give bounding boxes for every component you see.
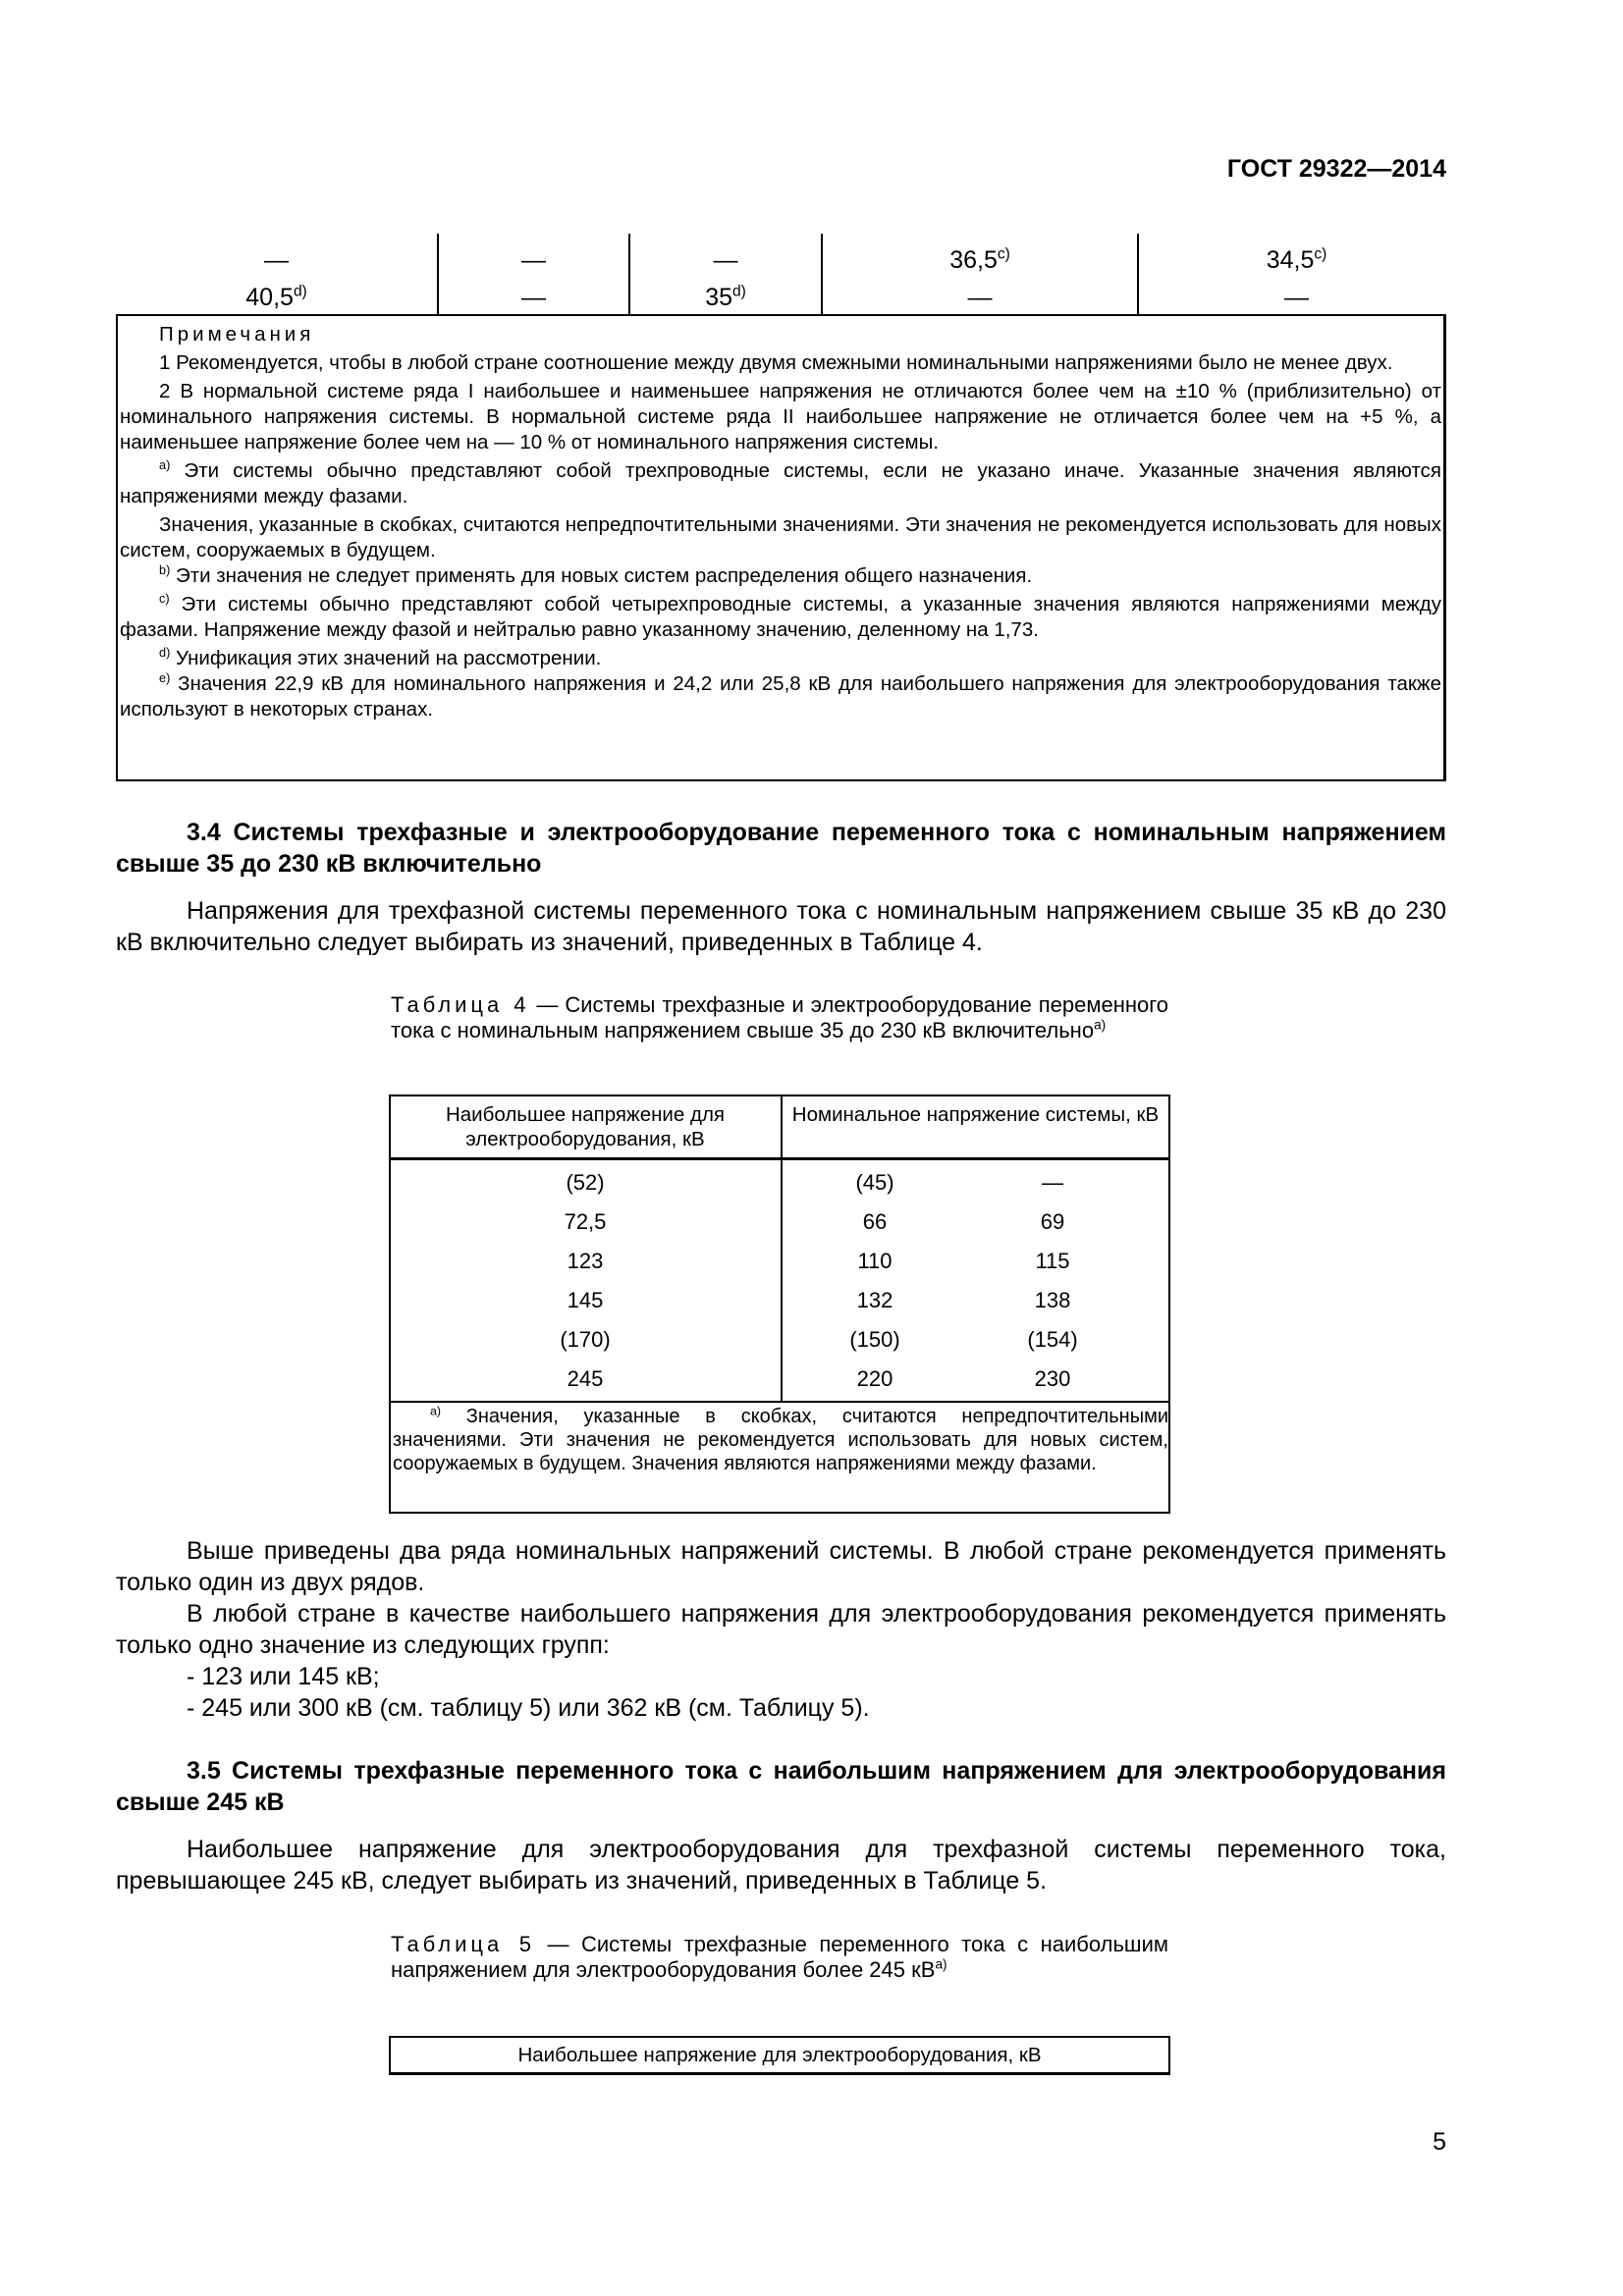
table-cell: 36,5$^{c)}$ bbox=[822, 234, 1138, 279]
table-cell: 35$^{d)}$ bbox=[629, 279, 822, 316]
list-item: - 245 или 300 кВ (см. таблицу 5) или 362 кВ (см. Таблицу 5). bbox=[187, 1694, 870, 1722]
list-item: - 123 или 145 кВ; bbox=[187, 1663, 380, 1690]
after-table-4-text bbox=[116, 1535, 1446, 1724]
table-cell: — bbox=[822, 279, 1138, 316]
table-row: 72,5 66 69 bbox=[564, 1209, 1065, 1234]
table-4-caption: Таблица 4 — Системы трехфазные и электрооборудование переменного тока с номинальным напряжением свыше 35 до 230 кВ включительно$^{a)}$ bbox=[391, 992, 1168, 1042]
section-3-5-paragraph: Наибольшее напряжение для электрооборудования для трехфазной системы переменного тока, превышающее 245 кВ, следует выбирать из значений, приведенных в Таблице 5. bbox=[116, 1836, 1446, 1895]
table-4 bbox=[389, 1095, 1170, 1514]
table-row bbox=[116, 234, 1454, 279]
header-max-voltage: Наибольшее напряжение для электрооборудования, кВ bbox=[445, 1103, 726, 1150]
table-cell: — bbox=[629, 234, 822, 279]
table-5-caption: Таблица 5 — Системы трехфазные переменного тока с наибольшим напряжением для электрооборудования более 245 $кВ^{a)}$ bbox=[391, 1932, 1168, 1982]
table-cell: — bbox=[264, 245, 289, 274]
table-row: 245 220 230 bbox=[567, 1366, 1071, 1391]
footnote-b: $^{b)}$ Эти значения не следует применять для новых систем распределения общего назначения. bbox=[159, 562, 1033, 587]
voltage-table-continuation bbox=[116, 234, 1454, 316]
page-number: 5 bbox=[1433, 2128, 1446, 2156]
footnote-c: $^{c)}$ Эти системы обычно представляют собой четырехпроводные системы, а указанные значения являются напряжениями между фазами. Напряжение между фазой и нейтралью равно указанному значению, деленному на 1,73. bbox=[120, 591, 1441, 641]
table-row: (52) (45) — bbox=[566, 1170, 1063, 1195]
table-cell: — bbox=[438, 279, 629, 316]
document-id: ГОСТ 29322—2014 bbox=[1226, 155, 1446, 183]
table-4-body bbox=[391, 1160, 1168, 1403]
section-3-4-heading: 3.4 Системы трехфазные и электрооборудование переменного тока с номинальным напряжением свыше 35 до 230 кВ включительно bbox=[116, 819, 1446, 878]
table-cell: — bbox=[1138, 279, 1454, 316]
footnote-d: $^{d)}$ Унификация этих значений на рассмотрении. bbox=[159, 645, 602, 669]
notes-title: Примечания bbox=[159, 323, 315, 346]
section-3-4-paragraph: Напряжения для трехфазной системы переменного тока с номинальным напряжением свыше 35 кВ до 230 кВ включительно следует выбирать из значений, приведенных в Таблице 4. bbox=[116, 897, 1446, 956]
table-4-footnote: $^{a)}$ Значения, указанные в скобках, считаются непредпочтительными значениями. Эти значения не рекомендуется использовать для новых систем, сооружаемых в будущем. Значения являются напряжениями между фазами. bbox=[393, 1404, 1168, 1474]
table-row: 123 110 115 bbox=[567, 1249, 1070, 1273]
note-1: 1 Рекомендуется, чтобы в любой стране соотношение между двумя смежными номинальными напряжениями было не менее двух. bbox=[159, 351, 1393, 374]
section-3-5-heading: 3.5 Системы трехфазные переменного тока с наибольшим напряжением для электрооборудования свыше 245 кВ bbox=[116, 1757, 1446, 1816]
footnote-brackets: Значения, указанные в скобках, считаются непредпочтительными значениями. Эти значения не рекомендуется использовать для новых систем, сооружаемых в будущем. bbox=[120, 513, 1441, 561]
table-cell: 34,5$^{c)}$ bbox=[1138, 234, 1454, 279]
paragraph: Выше приведены два ряда номинальных напряжений системы. В любой стране рекомендуется применять только один из двух рядов. bbox=[116, 1537, 1446, 1596]
paragraph: В любой стране в качестве наибольшего напряжения для электрооборудования рекомендуется применять только одно значение из следующих групп: bbox=[116, 1600, 1446, 1659]
note-2: 2 В нормальной системе ряда I наибольшее и наименьшее напряжения не отличаются более чем на ±10 % (приблизительно) от номинального напряжения системы. В нормальной системе ряда II наибольшее напряжение не отличается более чем на +5 %, а наименьшее напряжение более чем на — 10 % от номинального напряжения системы. bbox=[120, 380, 1441, 454]
table-5-header: Наибольшее напряжение для электрооборудования, кВ bbox=[389, 2036, 1170, 2075]
table-cell: 40,5$^{d)}$ bbox=[245, 283, 307, 311]
table-row: (170) (150) (154) bbox=[560, 1327, 1078, 1352]
footnote-a: $^{a)}$ Эти системы обычно представляют собой трехпроводные системы, если не указано иначе. Указанные значения являются напряжениями между фазами. bbox=[120, 457, 1441, 507]
footnote-e: $^{e)}$ Значения 22,9 кВ для номинального напряжения и 24,2 или 25,8 кВ для наибольшего напряжения для электрооборудования также используют в некоторых странах. bbox=[120, 670, 1441, 721]
table-notes bbox=[116, 314, 1446, 781]
table-row bbox=[116, 279, 1454, 316]
table-4-header bbox=[391, 1096, 1168, 1160]
header-nominal-voltage: Номинальное напряжение системы, кВ bbox=[781, 1096, 1168, 1157]
table-cell: — bbox=[438, 234, 629, 279]
table-row: 145 132 138 bbox=[567, 1288, 1071, 1312]
